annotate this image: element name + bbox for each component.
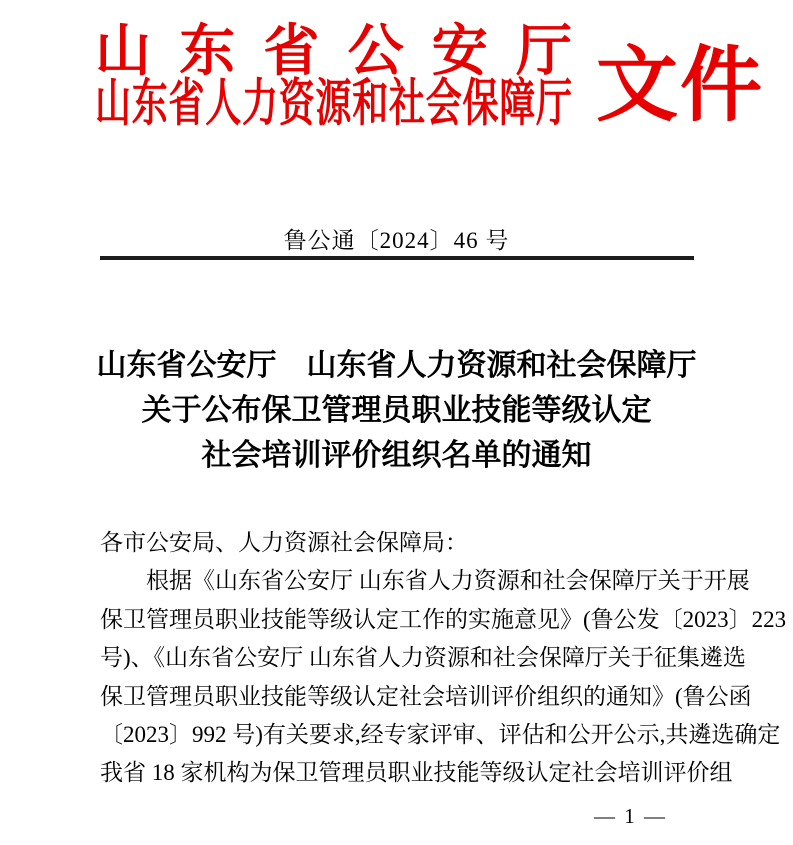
letterhead <box>95 20 572 132</box>
reference-number: 鲁公通〔2024〕46 号 <box>283 228 510 253</box>
letterhead-agency-line2: 山东省人力资源和社会保障厅 <box>95 75 572 132</box>
paragraph-line: 保卫管理员职业技能等级认定社会培训评价组织的通知》(鲁公函 <box>100 683 752 709</box>
title-line-2: 关于公布保卫管理员职业技能等级认定 <box>141 394 652 427</box>
salutation-line: 各市公安局、人力资源社会保障局： <box>100 530 468 555</box>
paragraph-line: 我省 18 家机构为保卫管理员职业技能等级认定社会培训评价组 <box>100 760 733 786</box>
document-title <box>0 343 793 478</box>
title-line-1: 山东省公安厅 山东省人力资源和社会保障厅 <box>96 349 697 382</box>
separator-rule <box>100 256 694 260</box>
paragraph-line: 〔2023〕992 号)有关要求,经专家评审、评估和公开公示,共遴选确定 <box>100 722 781 748</box>
title-line-3: 社会培训评价组织名单的通知 <box>201 439 592 472</box>
document-body <box>100 524 787 793</box>
letterhead-agency-line1: 山东省公安厅 <box>95 21 572 83</box>
letterhead-doc-type-label: 文件 <box>596 40 765 131</box>
paragraph-line: 根据《山东省公安厅 山东省人力资源和社会保障厅关于开展 <box>146 568 750 594</box>
paragraph-line: 号)、《山东省公安厅 山东省人力资源和社会保障厅关于征集遴选 <box>100 645 746 671</box>
page-number: — 1 — <box>594 804 667 828</box>
paragraph-line: 保卫管理员职业技能等级认定工作的实施意见》(鲁公发〔2023〕223 <box>100 606 787 632</box>
